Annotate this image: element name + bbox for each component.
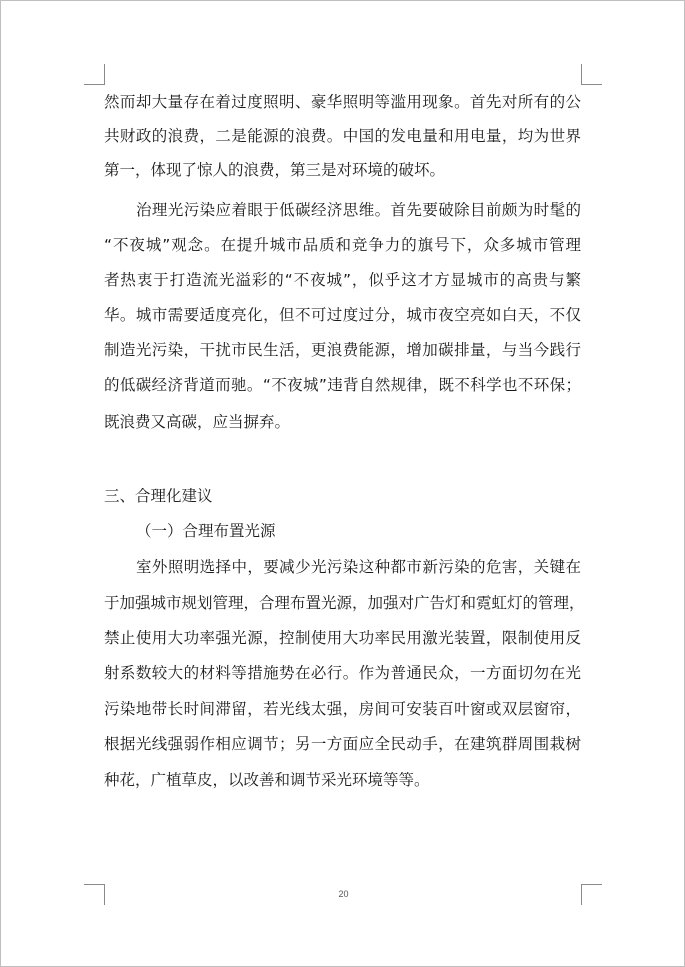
paragraph-2-line-7: 既浪费又高碳，应当摒弃。 <box>104 413 291 431</box>
margin-corner-top-right <box>581 64 602 85</box>
paragraph-2-line-4: 华。城市需要适度亮化，但不可过度过分，城市夜空亮如白天，不仅 <box>104 306 581 324</box>
paragraph-2-line-3: 者热衷于打造流光溢彩的“不夜城”，似乎这才方显城市的高贵与繁 <box>104 271 581 289</box>
paragraph-2-line-1: 治理光污染应着眼于低碳经济思维。首先要破除目前颇为时髦的 <box>136 201 581 219</box>
paragraph-1-line-1: 然而却大量存在着过度照明、豪华照明等滥用现象。首先对所有的公 <box>104 93 581 111</box>
paragraph-3-line-2: 于加强城市规划管理，合理布置光源，加强对广告灯和霓虹灯的管理， <box>104 594 585 612</box>
subsection-heading: （一）合理布置光源 <box>136 522 276 540</box>
paragraph-2-line-6: 的低碳经济背道而驰。“不夜城”违背自然规律，既不科学也不环保； <box>104 376 581 394</box>
paragraph-3-line-4: 射系数较大的材料等措施势在必行。作为普通民众，一方面切勿在光 <box>104 664 581 682</box>
paragraph-1-line-2: 共财政的浪费，二是能源的浪费。中国的发电量和用电量，均为世界 <box>104 127 581 145</box>
page-number: 20 <box>338 889 349 899</box>
paragraph-3-line-3: 禁止使用大功率强光源，控制使用大功率民用激光装置，限制使用反 <box>104 629 581 647</box>
paragraph-3-line-7: 种花，广植草皮，以改善和调节采光环境等等。 <box>104 771 430 789</box>
paragraph-1-line-3: 第一，体现了惊人的浪费，第三是对环境的破坏。 <box>104 161 446 179</box>
section-heading: 三、合理化建议 <box>104 487 213 505</box>
paragraph-2-line-5: 制造光污染，干扰市民生活，更浪费能源，增加碳排量，与当今践行 <box>104 341 581 359</box>
paragraph-2-line-2: “不夜城”观念。在提升城市品质和竞争力的旗号下，众多城市管理 <box>104 236 581 254</box>
paragraph-3-line-1: 室外照明选择中，要减少光污染这种都市新污染的危害，关键在 <box>136 558 581 576</box>
margin-corner-top-left <box>84 64 105 85</box>
paragraph-3-line-5: 污染地带长时间滞留，若光线太强，房间可安装百叶窗或双层窗帘， <box>104 700 581 718</box>
paragraph-3-line-6: 根据光线强弱作相应调节；另一方面应全民动手，在建筑群周围栽树 <box>104 735 581 753</box>
